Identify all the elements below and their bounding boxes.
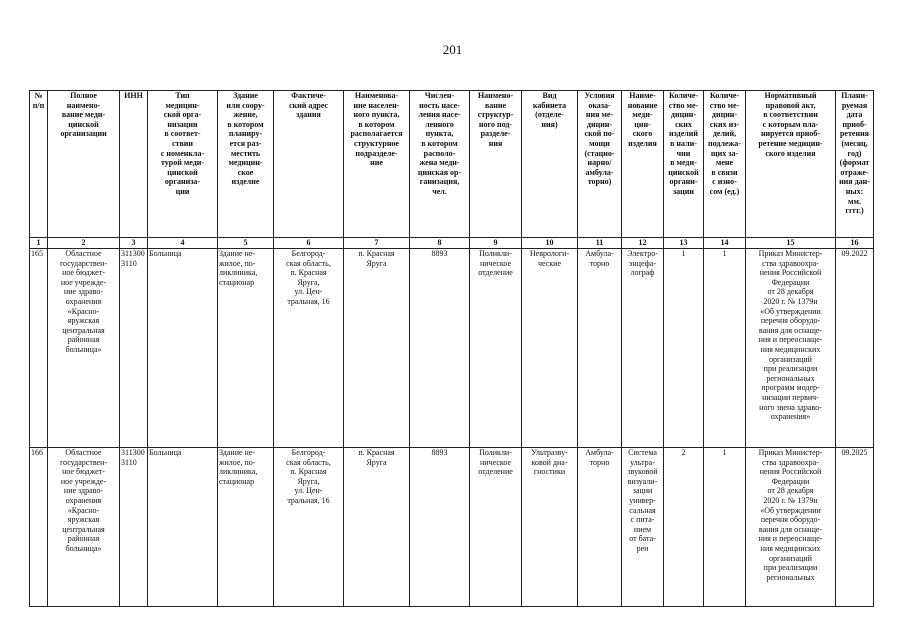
legal-act-cell: Приказ Министер- ства здравоохра- нения Российской Федерации от 28 декабря 2020 г. № 1379н «Об утверждении перечня оборудо- вания для оснаще- ния и переоснаще- ния медицинских организаций при реализации региональных программ модер- низации первич- ного звена здраво- охранения» [746,249,836,448]
page-number: 201 [442,42,463,57]
care-conditions-cell: Амбула- торно [578,249,622,448]
header-cell: Фактиче- ский адрес здания [274,91,344,238]
inn-cell: 311300 3110 [120,448,148,607]
column-number: 6 [274,238,344,249]
column-number: 3 [120,238,148,249]
column-number: 2 [48,238,120,249]
column-number: 1 [30,238,48,249]
inn-cell: 311300 3110 [120,249,148,448]
legal-act-cell: Приказ Министер- ства здравоохра- нения Российской Федерации от 28 декабря 2020 г. № 1379н «Об утверждении перечня оборудо- вания для оснаще- ния и переоснаще- ния медицинских организаций при реализации региональных [746,448,836,607]
header-cell: Наименова- ние населен- ного пункта, в котором располагается структурное подразделе- ние [344,91,410,238]
org-type-cell: Больница [148,249,218,448]
replacement-count-cell: 1 [704,448,746,607]
organization-name-cell: Областное государствен- ное бюджет- ное учрежде- ние здраво- охранения «Красно- яружская центральная районная больница» [48,249,120,448]
subdivision-cell: Поликли- ническое отделение [470,249,522,448]
settlement-cell: п. Красная Яруга [344,448,410,607]
header-cell: Тип медицин- ской орга- низации в соответ- ствии с номенкла- турой меди- цинской организа- ции [148,91,218,238]
equipment-table [29,90,874,607]
cabinet-type-cell: Ультразву- ковой диа- гностики [522,448,578,607]
header-cell: Наимено- вание структур- ного под- разделе- ния [470,91,522,238]
row-number-cell: 165 [30,249,48,448]
column-number: 9 [470,238,522,249]
device-count-cell: 2 [664,448,704,607]
header-cell: ИНН [120,91,148,238]
organization-name-cell: Областное государствен- ное бюджет- ное учрежде- ние здраво- охранения «Красно- яружская центральная районная больница» [48,448,120,607]
column-number: 11 [578,238,622,249]
header-row [30,91,874,238]
header-cell: № п/п [30,91,48,238]
header-cell: Здание или соору- жение, в котором планиру- ется раз- местить медицин- ское изделие [218,91,274,238]
device-count-cell: 1 [664,249,704,448]
population-cell: 8893 [410,249,470,448]
column-number: 5 [218,238,274,249]
building-cell: Здание не- жилое, по- ликлиника, стационар [218,249,274,448]
care-conditions-cell: Амбула- торно [578,448,622,607]
subdivision-cell: Поликли- ническое отделение [470,448,522,607]
header-cell: Количе- ство ме- дицин- ских изделий в нали- чии в меди- цинской органи- зации [664,91,704,238]
column-number: 4 [148,238,218,249]
column-number: 8 [410,238,470,249]
header-cell: Полное наимено- вание меди- цинской организации [48,91,120,238]
column-number: 15 [746,238,836,249]
address-cell: Белгород- ская область, п. Красная Яруга, ул. Цен- тральная, 16 [274,249,344,448]
table-row [30,249,874,448]
column-number: 14 [704,238,746,249]
org-type-cell: Больница [148,448,218,607]
column-number: 7 [344,238,410,249]
row-number-cell: 166 [30,448,48,607]
column-number: 12 [622,238,664,249]
header-cell: Числен- ность насе- ления насе- ленного пункта, в котором располо- жена меди- цинская ор- ганизация, чел. [410,91,470,238]
replacement-count-cell: 1 [704,249,746,448]
column-number: 10 [522,238,578,249]
header-cell: Количе- ство ме- дицин- ских из- делий, подлежа- щих за- мене в связи с изно- сом (ед.) [704,91,746,238]
column-number: 16 [836,238,874,249]
header-cell: Условия оказа- ния ме- дицин- ской по- мощи (стацио- нарно/ амбула- торно) [578,91,622,238]
column-number: 13 [664,238,704,249]
header-cell: Нормативный правовой акт, в соответствии с которым пла- нируется приоб- ретение медицин- ского изделия [746,91,836,238]
population-cell: 8893 [410,448,470,607]
purchase-date-cell: 09.2022 [836,249,874,448]
table-row [30,448,874,607]
building-cell: Здание не- жилое, по- ликлиника, стационар [218,448,274,607]
device-name-cell: Система ультра- звуковой визуали- зации универ- сальная с пита- нием от бата- реи [622,448,664,607]
device-name-cell: Электро- энцефа- лограф [622,249,664,448]
column-number-row [30,238,874,249]
address-cell: Белгород- ская область, п. Красная Яруга, ул. Цен- тральная, 16 [274,448,344,607]
header-cell: Плани- руемая дата приоб- ретения (месяц, год) (формат отраже- ния дан- ных: мм. гггг.) [836,91,874,238]
header-cell: Вид кабинета (отделе- ния) [522,91,578,238]
header-cell: Наиме- нование меди- цин- ского изделия [622,91,664,238]
cabinet-type-cell: Неврологи- ческие [522,249,578,448]
settlement-cell: п. Красная Яруга [344,249,410,448]
purchase-date-cell: 09.2025 [836,448,874,607]
